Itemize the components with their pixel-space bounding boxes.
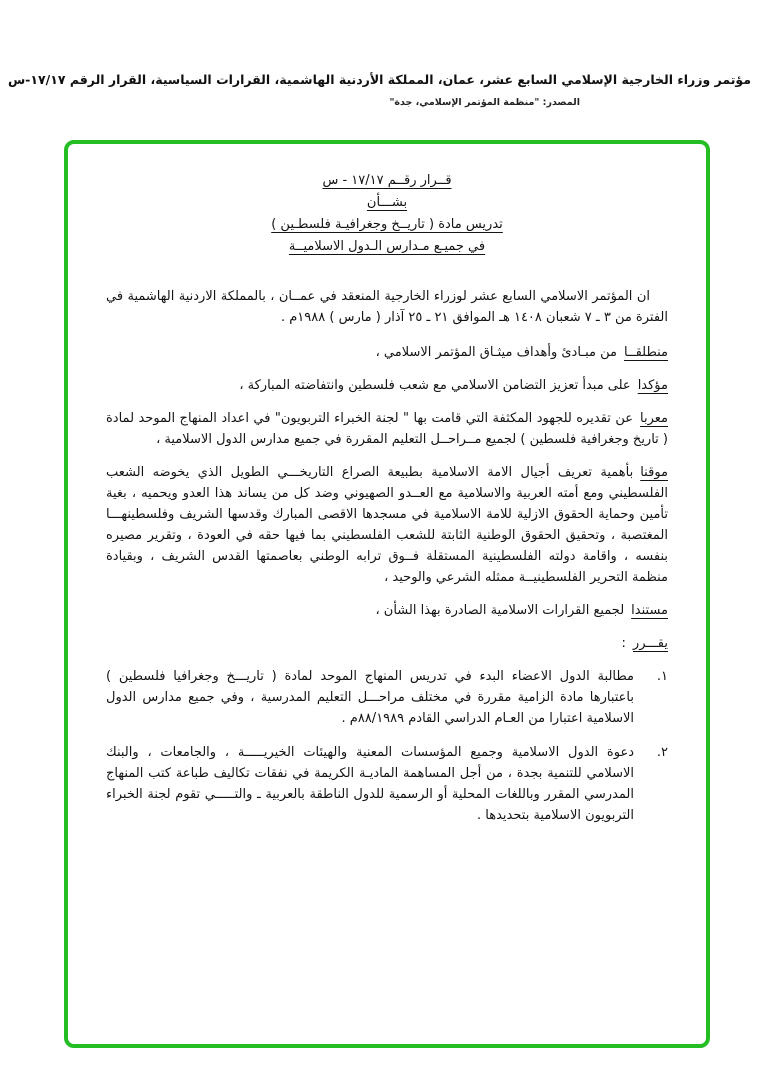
item-number-1: ١.: [656, 669, 668, 684]
intro-paragraph: ان المؤتمر الاسلامي السابع عشر لوزراء الخارجية المنعقد في عمــان ، بالمملكة الاردنية الهاشمية في الفترة من ٣ ـ ٧ شعبان ١٤٠٨ هـ الموافق ٢١ ـ ٢٥ آذار ( مارس ) ١٩٨٨م .: [106, 289, 668, 325]
clause-text-5: لجميع القرارات الاسلامية الصادرة بهذا الشأن ،: [375, 603, 625, 618]
clause-text-3: عن تقديره للجهود المكثفة التي قامت بها " لجنة الخبراء التربويون" في اعداد المنهاج الموحد لمادة ( تاريخ وجغرافية فلسطين ) لجميع مــراحــل التعليم المقررة في جميع مدارس الدول الاسلامية ،: [106, 411, 668, 447]
decision-document: [106, 170, 668, 826]
clause-lead-6: يقـــرر: [632, 636, 668, 651]
title-block: [106, 170, 668, 258]
clause-paragraph-1: [106, 342, 668, 363]
clause-text-1: من مبـادئ وأهداف ميثـاق المؤتمر الاسلامي ،: [375, 345, 617, 360]
source-line: المصدر: "منظمة المؤتمر الإسلامي، جدة": [389, 97, 580, 108]
list-item-2: [106, 742, 668, 826]
clause-lead-4: موقنا: [640, 465, 668, 480]
clause-text-4: بأهمية تعريف أجيال الامة الاسلامية بطبيعة الصراع التاريخـــي الطويل الذي يخوضه الشعب الفلسطيني ومع أمته العربية والاسلامية مع العــدو الصهيوني وضد كل من يساند هذا العدو ويحميه ، بغية تأمين وحماية الحقوق الازلية للامة الاسلامية في مسجدها الاقصى المبارك وقدسها الشريف وفلسطينهـــا المغتصبة ، وتحقيق الحقوق الوطنية الثابتة للشعب الفلسطيني بما فيها حقه في العودة ، وتقرير مصيره بنفسه ، واقامة دولته الفلسطينية المستقلة فــوق ترابه الوطني بعاصمتها القدس الشريف ، وبقيادة منظمة التحرير الفلسطينيــة ممثله الشرعي والوحيد ،: [106, 465, 668, 585]
clause-lead-5: مستندا: [631, 603, 668, 618]
title-line-2: [106, 192, 668, 214]
clause-paragraph-4: [106, 462, 668, 588]
item-number-2: ٢.: [656, 745, 668, 760]
clause-lead-2: مؤكدا: [637, 378, 668, 393]
title-text-4: في جميـع مـدارس الـدول الاسلاميــة: [288, 239, 486, 254]
title-line-4: [106, 236, 668, 258]
title-line-3: [106, 214, 668, 236]
clause-lead-3: معربا: [640, 411, 668, 426]
clause-paragraph-5: [106, 600, 668, 621]
title-text-1: قــرار رقــم ١٧/١٧ - س: [322, 173, 452, 188]
clause-text-2: على مبدأ تعزيز التضامن الاسلامي مع شعب فلسطين وانتفاضته المباركة ،: [239, 378, 631, 393]
title-text-2: بشـــأن: [366, 195, 408, 210]
document-header-line: مؤتمر وزراء الخارجية الإسلامي السابع عشر، عمان، المملكة الأردنية الهاشمية، القرارات السياسية، القرار الرقم ١٧/١٧-س: [7, 72, 751, 87]
title-text-3: تدريس مادة ( تاريــخ وجغرافيـة فلسطـين ): [271, 217, 503, 232]
list-item-1: [106, 666, 668, 729]
clause-text-6: :: [621, 636, 626, 651]
item-text-2: دعوة الدول الاسلامية وجميع المؤسسات المعنية والهيئات الخيريـــــة ، والجامعات ، والبنك الاسلامي للتنمية بجدة ، من أجل المساهمة الماديـة الكريمة في نفقات تكاليف طباعة كتب المنهاج المدرسي المقرر وباللغات المحلية أو الرسمية للدول الناطقة بالعربية ـ والتـــــي تقوم لجنة الخبراء التربويون الاسلامية بتحديدها .: [106, 745, 634, 823]
decision-frame: [64, 140, 710, 1048]
clause-paragraph-3: [106, 408, 668, 450]
clause-paragraph-2: [106, 375, 668, 396]
clause-lead-1: منطلقــا: [623, 345, 668, 360]
clause-paragraph-6: [106, 633, 668, 654]
title-line-1: [106, 170, 668, 192]
item-text-1: مطالبة الدول الاعضاء البدء في تدريس المنهاج الموحد لمادة ( تاريـــخ وجغرافيا فلسطين ) باعتبارها مادة الزامية مقررة في مختلف مراحـــل التعليم المدرسية ، وفي جميع مدارس الدول الاسلامية اعتبارا من العـام الدراسي القادم ٨٨/١٩٨٩م .: [106, 669, 634, 726]
